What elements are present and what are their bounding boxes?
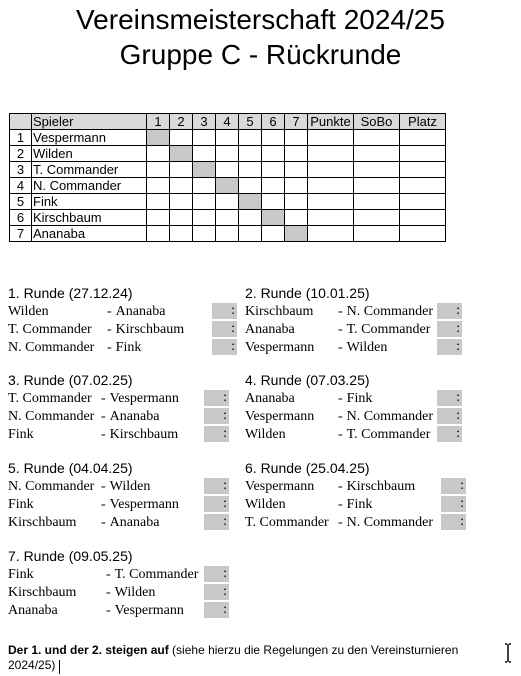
result-cell[interactable] — [147, 210, 170, 226]
round-title: 6. Runde (25.04.25) — [245, 460, 370, 476]
away-player-wrap — [338, 496, 372, 513]
round-block — [8, 285, 258, 357]
match-dash: - — [101, 497, 106, 512]
result-field[interactable]: : — [204, 496, 229, 512]
round-title: 1. Runde (27.12.24) — [8, 285, 133, 301]
sobo-cell[interactable] — [354, 146, 400, 162]
match-dash: - — [106, 585, 111, 600]
player-row — [10, 162, 446, 178]
result-cell[interactable] — [262, 130, 285, 146]
player-number[interactable]: 2 — [10, 146, 32, 162]
result-field[interactable]: : — [441, 514, 466, 530]
player-number[interactable]: 3 — [10, 162, 32, 178]
self-cell — [193, 162, 216, 178]
home-player: Vespermann — [245, 340, 315, 355]
match-dash: - — [106, 567, 111, 582]
round-title: 5. Runde (04.04.25) — [8, 460, 133, 476]
away-player: T. Commander — [114, 567, 199, 582]
match-row — [245, 303, 495, 321]
match-dash: - — [101, 515, 106, 530]
result-cell[interactable] — [216, 210, 239, 226]
sobo-cell[interactable] — [354, 130, 400, 146]
away-player-wrap — [101, 426, 178, 443]
away-player-wrap — [338, 408, 433, 425]
result-cell[interactable] — [147, 146, 170, 162]
match-dash: - — [107, 304, 112, 319]
away-player-wrap — [107, 303, 165, 320]
result-field[interactable]: : — [441, 478, 466, 494]
match-row — [8, 478, 258, 496]
points-cell[interactable] — [308, 146, 354, 162]
player-name[interactable]: N. Commander — [32, 178, 147, 194]
rank-cell[interactable] — [400, 210, 446, 226]
player-row — [10, 210, 446, 226]
match-dash: - — [106, 603, 111, 618]
result-field[interactable]: : — [437, 390, 462, 406]
home-player: Wilden — [245, 427, 286, 442]
result-cell[interactable] — [170, 178, 193, 194]
header-col-3[interactable]: 3 — [193, 114, 216, 130]
home-player: Wilden — [245, 497, 286, 512]
header-sobo[interactable]: SoBo — [354, 114, 400, 130]
result-cell[interactable] — [262, 162, 285, 178]
header-spieler[interactable]: Spieler — [32, 114, 147, 130]
match-row — [8, 321, 258, 339]
match-row — [8, 566, 258, 584]
result-field[interactable]: : — [437, 408, 462, 424]
rank-cell[interactable] — [400, 146, 446, 162]
player-row — [10, 194, 446, 210]
away-player: Kirschbaum — [115, 322, 185, 337]
match-dash: - — [107, 322, 112, 337]
away-player-wrap — [338, 390, 372, 407]
match-row — [8, 303, 258, 321]
match-dash: - — [101, 427, 106, 442]
away-player: Vespermann — [109, 497, 179, 512]
rank-cell[interactable] — [400, 194, 446, 210]
promotion-note-text: (siehe hierzu die Regelungen zu den Vereinsturnieren 2024/25) — [8, 643, 459, 672]
result-cell[interactable] — [216, 226, 239, 242]
player-number[interactable]: 6 — [10, 210, 32, 226]
home-player: N. Commander — [8, 340, 95, 355]
away-player: Vespermann — [114, 603, 184, 618]
away-player-wrap — [101, 408, 159, 425]
promotion-note — [8, 643, 488, 673]
home-player: N. Commander — [8, 479, 95, 494]
home-player: T. Commander — [8, 391, 92, 406]
away-player-wrap — [106, 602, 184, 619]
match-row — [245, 496, 495, 514]
self-cell — [239, 194, 262, 210]
home-player: T. Commander — [8, 322, 92, 337]
result-cell[interactable] — [193, 210, 216, 226]
result-cell[interactable] — [285, 162, 308, 178]
result-cell[interactable] — [239, 162, 262, 178]
result-cell[interactable] — [285, 210, 308, 226]
result-cell[interactable] — [262, 178, 285, 194]
away-player: Ananaba — [109, 409, 160, 424]
match-dash: - — [338, 304, 343, 319]
rank-cell[interactable] — [400, 130, 446, 146]
result-field[interactable]: : — [204, 602, 229, 618]
round-block — [245, 285, 495, 357]
away-player-wrap — [101, 478, 150, 495]
away-player-wrap — [101, 496, 179, 513]
result-cell[interactable] — [262, 146, 285, 162]
away-player-wrap — [338, 339, 387, 356]
away-player: Wilden — [109, 479, 151, 494]
header-col-7[interactable]: 7 — [285, 114, 308, 130]
round-block — [245, 372, 495, 444]
document-title: Vereinsmeisterschaft 2024/25 — [76, 4, 445, 35]
points-cell[interactable] — [308, 210, 354, 226]
player-row — [10, 146, 446, 162]
away-player: Ananaba — [109, 515, 160, 530]
player-row — [10, 226, 446, 242]
match-row — [8, 496, 258, 514]
home-player: Vespermann — [245, 409, 315, 424]
home-player: Fink — [8, 567, 34, 582]
match-dash: - — [338, 515, 343, 530]
home-player: Fink — [8, 427, 34, 442]
away-player-wrap — [338, 478, 415, 495]
sobo-cell[interactable] — [354, 162, 400, 178]
home-player: T. Commander — [245, 515, 329, 530]
match-row — [245, 408, 495, 426]
points-cell[interactable] — [308, 194, 354, 210]
match-dash: - — [101, 391, 106, 406]
result-cell[interactable] — [239, 130, 262, 146]
result-cell[interactable] — [262, 194, 285, 210]
away-player: N. Commander — [346, 409, 433, 424]
round-title: 7. Runde (09.05.25) — [8, 548, 133, 564]
away-player: T. Commander — [346, 322, 431, 337]
away-player: Kirschbaum — [346, 479, 416, 494]
away-player: Fink — [115, 340, 142, 355]
home-player: Kirschbaum — [8, 515, 77, 530]
result-cell[interactable] — [193, 130, 216, 146]
away-player: Ananaba — [115, 304, 166, 319]
round-title: 4. Runde (07.03.25) — [245, 372, 370, 388]
away-player-wrap — [101, 390, 179, 407]
rank-cell[interactable] — [400, 226, 446, 242]
document-subtitle: Gruppe C - Rückrunde — [119, 39, 402, 70]
round-block — [8, 460, 258, 532]
header-col-6[interactable]: 6 — [262, 114, 285, 130]
away-player-wrap — [338, 321, 430, 338]
result-cell[interactable] — [216, 194, 239, 210]
home-player: Kirschbaum — [245, 304, 314, 319]
player-name[interactable]: Ananaba — [32, 226, 147, 242]
match-row — [8, 426, 258, 444]
player-name[interactable]: Kirschbaum — [32, 210, 147, 226]
result-cell[interactable] — [193, 194, 216, 210]
crosstable — [9, 113, 446, 242]
player-row — [10, 130, 446, 146]
away-player-wrap — [106, 584, 155, 601]
promotion-note-bold: Der 1. und der 2. steigen auf — [8, 643, 169, 657]
result-cell[interactable] — [285, 130, 308, 146]
result-cell[interactable] — [193, 178, 216, 194]
result-field[interactable]: : — [212, 303, 237, 319]
result-cell[interactable] — [262, 226, 285, 242]
match-dash: - — [338, 427, 343, 442]
player-name[interactable]: T. Commander — [32, 162, 147, 178]
result-field[interactable]: : — [204, 426, 229, 442]
sobo-cell[interactable] — [354, 210, 400, 226]
away-player-wrap — [338, 514, 433, 531]
match-row — [245, 514, 495, 532]
header-col-2[interactable]: 2 — [170, 114, 193, 130]
self-cell — [262, 210, 285, 226]
home-player: Ananaba — [8, 603, 58, 618]
result-cell[interactable] — [239, 178, 262, 194]
away-player: Fink — [346, 391, 373, 406]
sobo-cell[interactable] — [354, 226, 400, 242]
self-cell — [147, 130, 170, 146]
sobo-cell[interactable] — [354, 194, 400, 210]
home-player: Fink — [8, 497, 34, 512]
match-dash: - — [338, 322, 343, 337]
round-title: 3. Runde (07.02.25) — [8, 372, 133, 388]
rank-cell[interactable] — [400, 162, 446, 178]
result-field[interactable]: : — [204, 390, 229, 406]
result-field[interactable]: : — [204, 408, 229, 424]
result-field[interactable]: : — [212, 339, 237, 355]
match-dash: - — [338, 409, 343, 424]
away-player-wrap — [101, 514, 159, 531]
match-row — [245, 478, 495, 496]
points-cell[interactable] — [308, 162, 354, 178]
away-player-wrap — [338, 426, 430, 443]
result-field[interactable]: : — [204, 566, 229, 582]
match-dash: - — [338, 340, 343, 355]
result-field[interactable]: : — [212, 321, 237, 337]
match-row — [8, 514, 258, 532]
round-block — [8, 372, 258, 444]
away-player: N. Commander — [346, 304, 433, 319]
result-cell[interactable] — [170, 226, 193, 242]
header-platz[interactable]: Platz — [400, 114, 446, 130]
result-cell[interactable] — [147, 226, 170, 242]
away-player-wrap — [107, 321, 184, 338]
home-player: N. Commander — [8, 409, 95, 424]
sobo-cell[interactable] — [354, 178, 400, 194]
match-dash: - — [338, 391, 343, 406]
text-cursor — [59, 660, 60, 674]
result-cell[interactable] — [239, 210, 262, 226]
player-number[interactable]: 5 — [10, 194, 32, 210]
match-row — [8, 408, 258, 426]
home-player: Kirschbaum — [8, 585, 77, 600]
points-cell[interactable] — [308, 178, 354, 194]
result-cell[interactable] — [170, 210, 193, 226]
match-row — [8, 390, 258, 408]
result-cell[interactable] — [216, 130, 239, 146]
away-player: Vespermann — [109, 391, 179, 406]
player-number[interactable]: 4 — [10, 178, 32, 194]
result-cell[interactable] — [193, 226, 216, 242]
away-player: T. Commander — [346, 427, 431, 442]
result-field[interactable]: : — [437, 426, 462, 442]
result-field[interactable]: : — [204, 514, 229, 530]
result-field[interactable]: : — [204, 478, 229, 494]
match-row — [245, 426, 495, 444]
away-player-wrap — [338, 303, 433, 320]
match-row — [8, 602, 258, 620]
round-title: 2. Runde (10.01.25) — [245, 285, 370, 301]
header-punkte[interactable]: Punkte — [308, 114, 354, 130]
self-cell — [216, 178, 239, 194]
player-number[interactable]: 7 — [10, 226, 32, 242]
home-player: Ananaba — [245, 322, 295, 337]
result-cell[interactable] — [147, 162, 170, 178]
home-player: Ananaba — [245, 391, 295, 406]
header-col-5[interactable]: 5 — [239, 114, 262, 130]
result-field[interactable]: : — [204, 584, 229, 600]
header-col-1[interactable]: 1 — [147, 114, 170, 130]
home-player: Wilden — [8, 304, 49, 319]
match-row — [245, 390, 495, 408]
points-cell[interactable] — [308, 130, 354, 146]
result-field[interactable]: : — [437, 303, 462, 319]
result-cell[interactable] — [216, 146, 239, 162]
match-dash: - — [101, 479, 106, 494]
points-cell[interactable] — [308, 226, 354, 242]
player-row — [10, 178, 446, 194]
match-dash: - — [101, 409, 106, 424]
result-cell[interactable] — [170, 162, 193, 178]
away-player-wrap — [107, 339, 141, 356]
self-cell — [285, 226, 308, 242]
rank-cell[interactable] — [400, 178, 446, 194]
result-cell[interactable] — [239, 146, 262, 162]
player-name[interactable]: Fink — [32, 194, 147, 210]
result-field[interactable]: : — [437, 339, 462, 355]
result-cell[interactable] — [216, 162, 239, 178]
crosstable-header-row — [10, 114, 446, 130]
match-row — [8, 584, 258, 602]
result-cell[interactable] — [147, 194, 170, 210]
match-dash: - — [338, 497, 343, 512]
header-nr[interactable] — [10, 114, 32, 130]
result-cell[interactable] — [193, 146, 216, 162]
round-block — [245, 460, 495, 532]
result-cell[interactable] — [170, 130, 193, 146]
match-row — [8, 339, 258, 357]
result-cell[interactable] — [285, 178, 308, 194]
match-row — [245, 339, 495, 357]
away-player: Kirschbaum — [109, 427, 179, 442]
match-dash: - — [338, 479, 343, 494]
match-row — [245, 321, 495, 339]
away-player: Wilden — [346, 340, 388, 355]
away-player: Wilden — [114, 585, 156, 600]
result-cell[interactable] — [170, 194, 193, 210]
round-block — [8, 548, 258, 620]
player-name[interactable]: Vespermann — [32, 130, 147, 146]
header-col-4[interactable]: 4 — [216, 114, 239, 130]
away-player: N. Commander — [346, 515, 433, 530]
result-cell[interactable] — [239, 226, 262, 242]
result-cell[interactable] — [147, 178, 170, 194]
result-cell[interactable] — [285, 146, 308, 162]
result-field[interactable]: : — [441, 496, 466, 512]
self-cell — [170, 146, 193, 162]
player-number[interactable]: 1 — [10, 130, 32, 146]
result-cell[interactable] — [285, 194, 308, 210]
away-player-wrap — [106, 566, 198, 583]
away-player: Fink — [346, 497, 373, 512]
match-dash: - — [107, 340, 112, 355]
result-field[interactable]: : — [437, 321, 462, 337]
home-player: Vespermann — [245, 479, 315, 494]
player-name[interactable]: Wilden — [32, 146, 147, 162]
ibeam-cursor-icon — [504, 643, 512, 663]
